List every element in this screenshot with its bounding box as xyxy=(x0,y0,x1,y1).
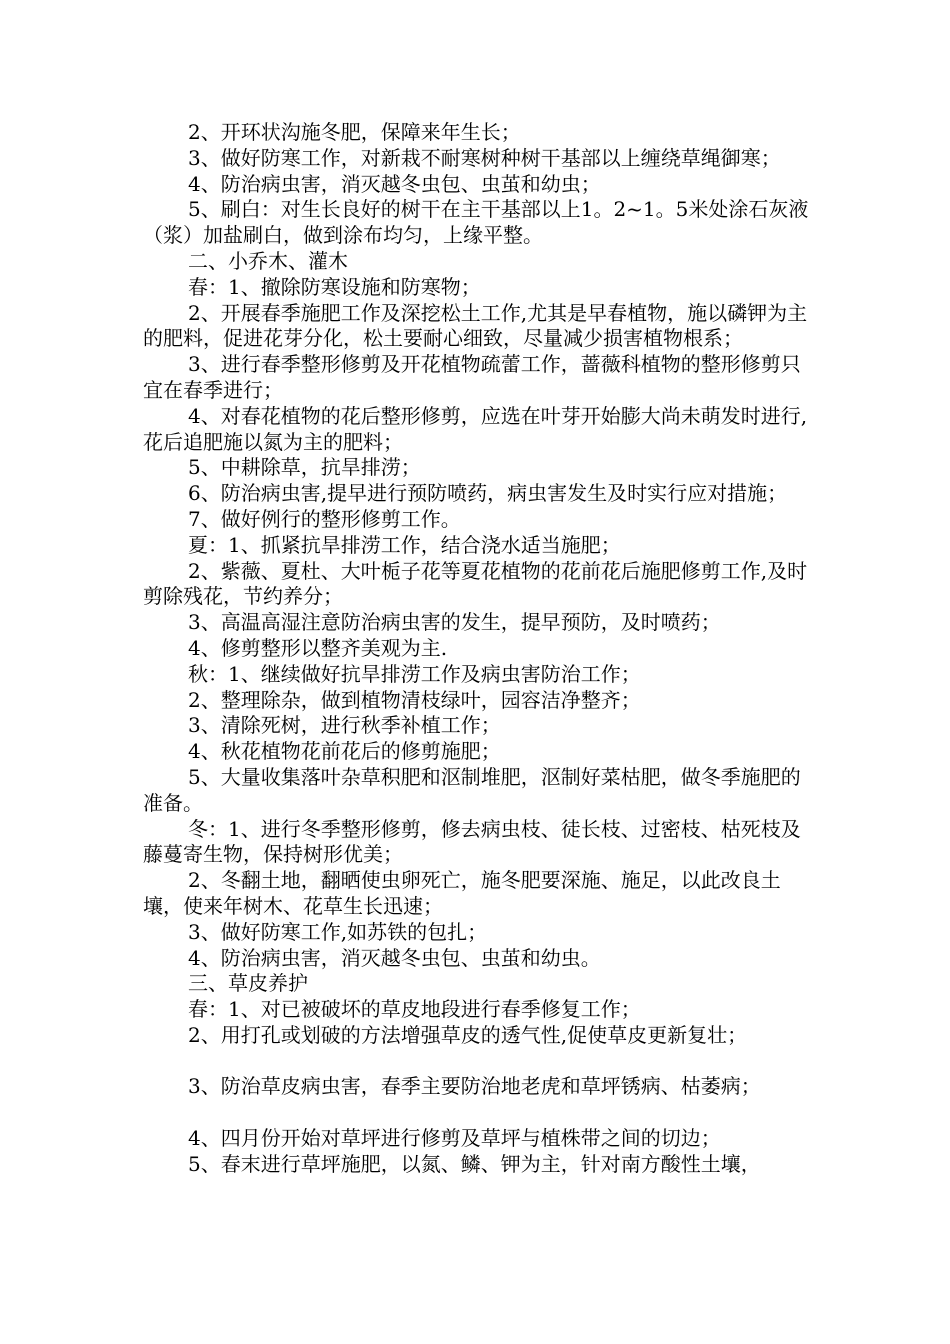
paragraph: 3、清除死树，进行秋季补植工作； xyxy=(188,713,501,738)
paragraph: 4、防治病虫害，消灭越冬虫包、虫茧和幼虫； xyxy=(188,171,601,196)
paragraph: 3、防治草皮病虫害，春季主要防治地老虎和草坪锈病、枯萎病； xyxy=(188,1074,761,1099)
section-heading: 二、小乔木、灌木 xyxy=(188,248,348,273)
paragraph: 3、高温高湿注意防治病虫害的发生，提早预防，及时喷药； xyxy=(188,610,721,635)
paragraph: 5、刷白：对生长良好的树干在主干基部以上1。2~1。5米处涂石灰液（浆）加盐刷白，做到涂布均匀，上缘平整。 xyxy=(143,197,809,248)
paragraph: 3、做好防寒工作，对新栽不耐寒树种树干基部以上缠绕草绳御寒； xyxy=(188,145,781,170)
paragraph: 2、冬翻土地，翻晒使虫卵死亡，施冬肥要深施、施足，以此改良土壤，使来年树木、花草生长迅速； xyxy=(143,868,781,918)
paragraph: 2、整理除杂，做到植物清枝绿叶，园容洁净整齐； xyxy=(188,687,641,712)
paragraph: 2、开环状沟施冬肥，保障来年生长； xyxy=(188,120,521,144)
document-body xyxy=(143,120,813,1178)
paragraph: 3、进行春季整形修剪及开花植物疏蕾工作，蔷薇科植物的整形修剪只宜在春季进行； xyxy=(143,352,801,402)
paragraph: 5、中耕除草，抗旱排涝； xyxy=(188,455,421,480)
paragraph: 4、修剪整形以整齐美观为主. xyxy=(188,635,448,660)
paragraph: 4、对春花植物的花后整形修剪，应选在叶芽开始膨大尚未萌发时进行,花后追肥施以氮为主的肥料； xyxy=(143,403,808,454)
paragraph: 5、春末进行草坪施肥，以氮、鳞、钾为主，针对南方酸性土壤， xyxy=(188,1151,761,1176)
paragraph: 4、四月份开始对草坪进行修剪及草坪与植株带之间的切边； xyxy=(188,1126,721,1151)
paragraph: 秋：1、继续做好抗旱排涝工作及病虫害防治工作； xyxy=(188,661,641,686)
paragraph: 4、秋花植物花前花后的修剪施肥； xyxy=(188,739,501,764)
paragraph: 4、防治病虫害，消灭越冬虫包、虫茧和幼虫。 xyxy=(188,945,601,970)
paragraph: 2、用打孔或划破的方法增强草皮的透气性,促使草皮更新复壮； xyxy=(188,1022,748,1047)
paragraph: 5、大量收集落叶杂草积肥和沤制堆肥，沤制好菜枯肥，做冬季施肥的准备。 xyxy=(143,764,801,815)
paragraph: 3、做好防寒工作,如苏铁的包扎； xyxy=(188,919,488,944)
section-heading: 三、草皮养护 xyxy=(188,971,308,996)
paragraph: 7、做好例行的整形修剪工作。 xyxy=(188,506,461,531)
paragraph: 夏：1、抓紧抗旱排涝工作，结合浇水适当施肥； xyxy=(188,532,621,557)
paragraph: 春：1、对已被破坏的草皮地段进行春季修复工作； xyxy=(188,997,641,1022)
paragraph: 2、紫薇、夏杜、大叶栀子花等夏花植物的花前花后施肥修剪工作,及时剪除残花，节约养分； xyxy=(143,558,808,609)
paragraph: 春：1、撤除防寒设施和防寒物； xyxy=(188,274,481,299)
paragraph: 2、开展春季施肥工作及深挖松土工作,尤其是早春植物，施以磷钾为主的肥料，促进花芽分化，松土要耐心细致，尽量减少损害植物根系； xyxy=(143,300,808,351)
paragraph: 6、防治病虫害,提早进行预防喷药，病虫害发生及时实行应对措施； xyxy=(188,481,788,506)
paragraph: 冬：1、进行冬季整形修剪，修去病虫枝、徒长枝、过密枝、枯死枝及藤蔓寄生物，保持树形优美； xyxy=(143,816,801,867)
